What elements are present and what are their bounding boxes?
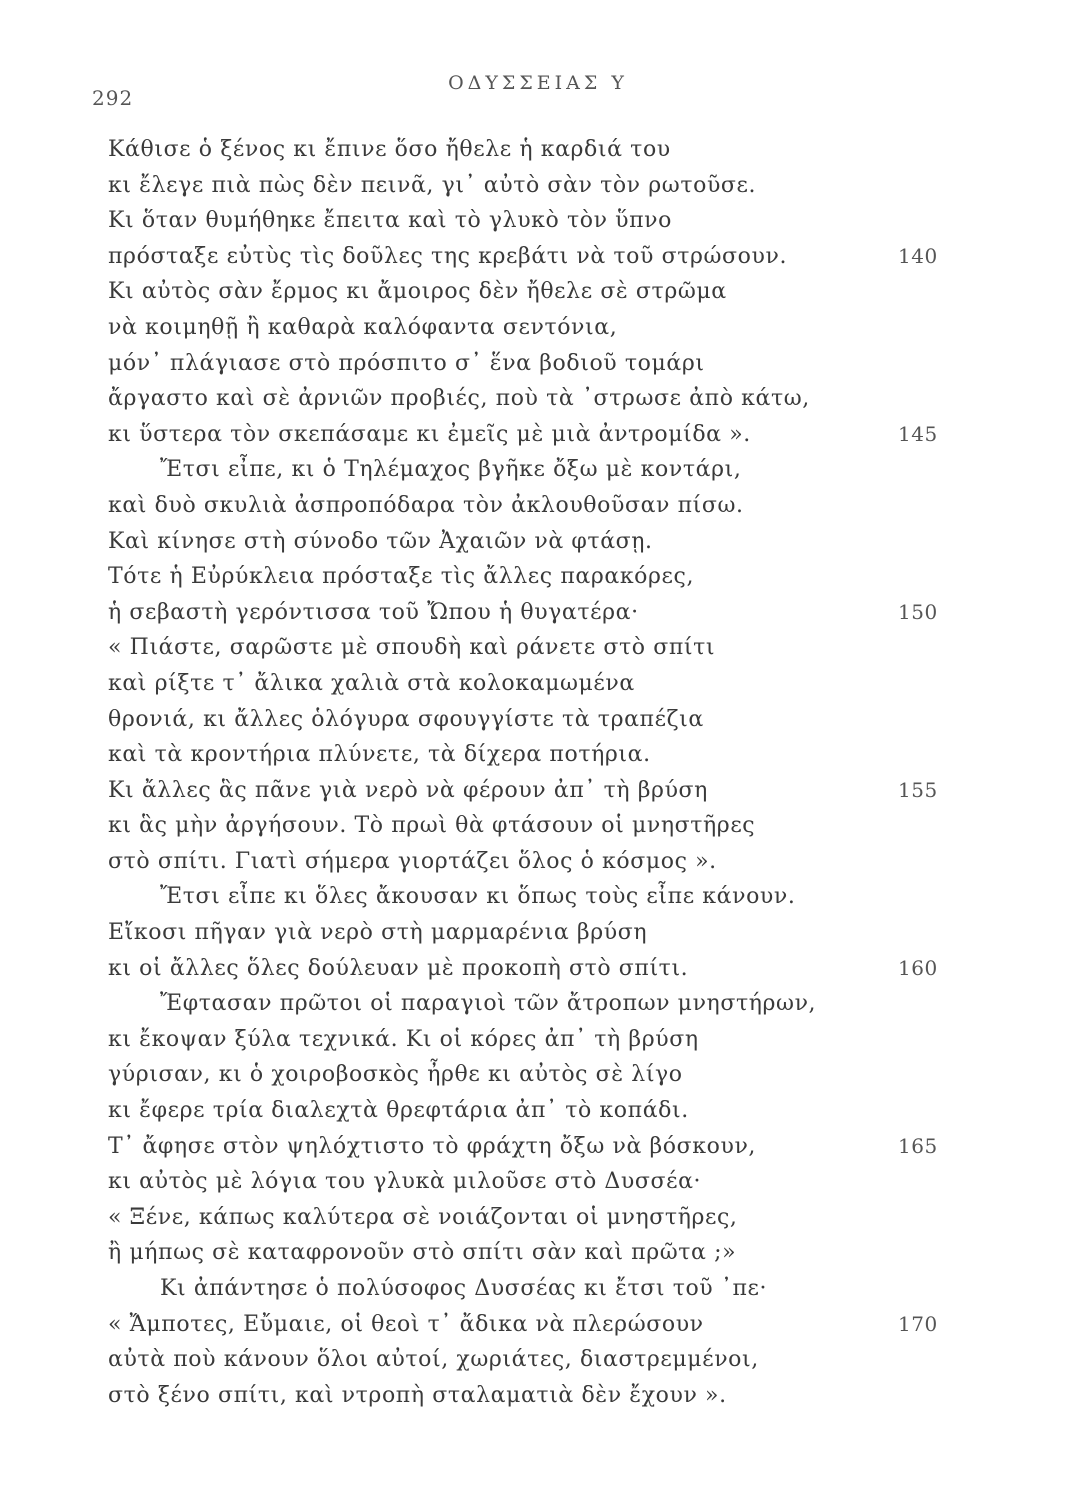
- verse-line-text: ἡ σεβαστὴ γερόντισσα τοῦ Ὤπου ἡ θυγατέρα·: [108, 599, 639, 625]
- verse-line: [108, 239, 938, 275]
- verse-line: [108, 773, 938, 809]
- verse-line: [108, 737, 928, 773]
- verse-line-text: κι ἔκοψαν ξύλα τεχνικά. Κι οἱ κόρες ἀπ᾽ τὴ βρύση: [108, 1026, 699, 1052]
- verse-line: [108, 1057, 928, 1093]
- verse-line: [108, 595, 938, 631]
- verse-line-text: κι ἔφερε τρία διαλεχτὰ θρεφτάρια ἀπ᾽ τὸ κοπάδι.: [108, 1098, 689, 1124]
- verse-line-text: Κάθισε ὁ ξένος κι ἔπινε ὅσο ἤθελε ἡ καρδιά του: [108, 137, 671, 162]
- line-number: 155: [898, 777, 938, 802]
- verse-line: [108, 1093, 928, 1129]
- verse-line-text: κι αὐτὸς μὲ λόγια του γλυκὰ μιλοῦσε στὸ Δυσσέα·: [108, 1169, 702, 1195]
- verse-line-text: Ἔτσι εἶπε κι ὅλες ἄκουσαν κι ὅπως τοὺς εἶπε κάνουν.: [160, 884, 796, 910]
- verse-line-text: Τότε ἡ Εὐρύκλεια πρόσταξε τὶς ἄλλες παρακόρες,: [108, 564, 695, 590]
- verse-line: [108, 1271, 928, 1307]
- verse-line: [108, 1378, 928, 1414]
- line-number: 160: [898, 955, 938, 980]
- verse-line: [108, 951, 938, 987]
- verse-line-text: καὶ τὰ κροντήρια πλύνετε, τὰ δίχερα ποτήρια.: [108, 742, 651, 768]
- verse-line: [108, 1200, 928, 1236]
- verse-line: [108, 1129, 938, 1165]
- verse-line-text: Κι ἄλλες ἃς πᾶνε γιὰ νερὸ νὰ φέρουν ἀπ᾽ τὴ βρύση: [108, 777, 708, 803]
- verse-line: [108, 986, 928, 1022]
- verse-line: [108, 524, 928, 560]
- running-head: ΟΔΥΣΣΕΙΑΣ Υ: [448, 72, 628, 94]
- verse-line: [108, 1307, 938, 1343]
- verse-line-text: νὰ κοιμηθῇ ἢ καθαρὰ καλόφαντα σεντόνια,: [108, 314, 618, 340]
- verse-line-text: Ἔτσι εἶπε, κι ὁ Τηλέμαχος βγῆκε ὄξω μὲ κοντάρι,: [160, 457, 742, 483]
- verse-line-text: καὶ ρίξτε τ᾽ ἄλικα χαλιὰ στὰ κολοκαμωμένα: [108, 670, 635, 696]
- verse-line-text: στὸ σπίτι. Γιατὶ σήμερα γιορτάζει ὅλος ὁ κόσμος ».: [108, 848, 717, 874]
- verse-line-text: κι ἔλεγε πιὰ πὼς δὲν πεινᾶ, γι᾽ αὐτὸ σὰν τὸν ρωτοῦσε.: [108, 172, 757, 198]
- verse-line: [108, 666, 928, 702]
- verse-line: [108, 488, 928, 524]
- verse-line-text: ἢ μήπως σὲ καταφρονοῦν στὸ σπίτι σὰν καὶ πρῶτα ;»: [108, 1240, 737, 1266]
- verse-line-text: μόν᾽ πλάγιασε στὸ πρόσπιτο σ᾽ ἕνα βοδιοῦ τομάρι: [108, 350, 705, 376]
- verse-line: [108, 417, 938, 453]
- verse-line-text: Εἴκοσι πῆγαν γιὰ νερὸ στὴ μαρμαρένια βρύση: [108, 920, 648, 946]
- verse-line: [108, 1235, 928, 1271]
- verse-line: [108, 1022, 928, 1058]
- verse-line: [108, 1164, 928, 1200]
- verse-line-text: Ἔφτασαν πρῶτοι οἱ παραγιοὶ τῶν ἄτροπων μνηστήρων,: [160, 991, 817, 1017]
- page-number: 292: [92, 86, 134, 110]
- verse-line-text: κι οἱ ἄλλες ὅλες δούλευαν μὲ προκοπὴ στὸ σπίτι.: [108, 955, 689, 981]
- verse-line-text: Καὶ κίνησε στὴ σύνοδο τῶν Ἀχαιῶν νὰ φτάσῃ.: [108, 528, 653, 554]
- line-number: 140: [898, 243, 938, 268]
- verse-line-text: Κι ἀπάντησε ὁ πολύσοφος Δυσσέας κι ἔτσι τοῦ ᾽πε·: [160, 1276, 768, 1301]
- verse-line: [108, 274, 928, 310]
- verse-line-text: θρονιά, κι ἄλλες ὁλόγυρα σφουγγίστε τὰ τραπέζια: [108, 706, 704, 732]
- verse-body: [108, 132, 938, 1413]
- line-number: 150: [898, 599, 938, 624]
- verse-line: [108, 1342, 928, 1378]
- verse-line-text: στὸ ξένο σπίτι, καὶ ντροπὴ σταλαματιὰ δὲν ἔχουν ».: [108, 1382, 727, 1408]
- verse-line-text: πρόσταξε εὐτὺς τὶς δοῦλες της κρεβάτι νὰ τοῦ στρώσουν.: [108, 243, 788, 269]
- verse-line-text: γύρισαν, κι ὁ χοιροβοσκὸς ἦρθε κι αὐτὸς σὲ λίγο: [108, 1062, 683, 1088]
- verse-line-text: καὶ δυὸ σκυλιὰ ἀσπροπόδαρα τὸν ἀκλουθοῦσαν πίσω.: [108, 492, 744, 518]
- verse-line: [108, 132, 928, 168]
- verse-line-text: « Πιάστε, σαρῶστε μὲ σπουδὴ καὶ ράνετε στὸ σπίτι: [108, 635, 716, 661]
- verse-line: [108, 559, 928, 595]
- verse-line-text: αὐτὰ ποὺ κάνουν ὅλοι αὐτοί, χωριάτες, διαστρεμμένοι,: [108, 1347, 759, 1373]
- verse-line: [108, 915, 928, 951]
- verse-line: [108, 702, 928, 738]
- verse-line-text: ἄργαστο καὶ σὲ ἀρνιῶν προβιές, ποὺ τὰ ᾽στρωσε ἀπὸ κάτω,: [108, 386, 810, 412]
- verse-line-text: « Ἄμποτες, Εὔμαιε, οἱ θεοὶ τ᾽ ἄδικα νὰ πλερώσουν: [108, 1311, 704, 1337]
- verse-line: [108, 630, 928, 666]
- verse-line-text: « Ξένε, κάπως καλύτερα σὲ νοιάζονται οἱ μνηστῆρες,: [108, 1204, 738, 1230]
- line-number: 145: [898, 421, 938, 446]
- verse-line-text: κι ὕστερα τὸν σκεπάσαμε κι ἐμεῖς μὲ μιὰ ἀντρομίδα ».: [108, 421, 751, 447]
- verse-line: [108, 844, 928, 880]
- line-number: 165: [898, 1133, 938, 1158]
- verse-line: [108, 808, 928, 844]
- verse-line: [108, 168, 928, 204]
- verse-line: [108, 452, 928, 488]
- verse-line: [108, 203, 928, 239]
- verse-line: [108, 381, 928, 417]
- verse-line: [108, 346, 928, 382]
- verse-line: [108, 310, 928, 346]
- verse-line-text: Τ᾽ ἄφησε στὸν ψηλόχτιστο τὸ φράχτη ὄξω νὰ βόσκουν,: [108, 1133, 757, 1159]
- verse-line-text: Κι ὅταν θυμήθηκε ἔπειτα καὶ τὸ γλυκὸ τὸν ὕπνο: [108, 208, 672, 234]
- verse-line-text: κι ἃς μὴν ἀργήσουν. Τὸ πρωὶ θὰ φτάσουν οἱ μνηστῆρες: [108, 813, 756, 839]
- line-number: 170: [898, 1311, 938, 1336]
- verse-line-text: Κι αὐτὸς σὰν ἔρμος κι ἄμοιρος δὲν ἤθελε σὲ στρῶμα: [108, 279, 727, 305]
- verse-line: [108, 879, 928, 915]
